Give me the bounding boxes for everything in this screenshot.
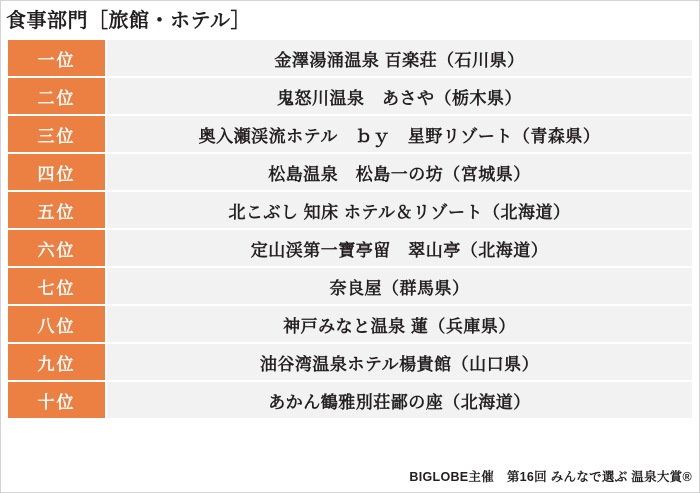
entry-name: 松島温泉 松島一の坊（宮城県） bbox=[106, 153, 693, 191]
rank-label: 三位 bbox=[7, 115, 106, 153]
table-row bbox=[7, 153, 693, 191]
entry-name: 油谷湾温泉ホテル楊貴館（山口県） bbox=[106, 343, 693, 381]
table-row bbox=[7, 77, 693, 115]
footer-credit: BIGLOBE主催 第16回 みんなで選ぶ 温泉大賞® bbox=[409, 470, 692, 484]
table-row bbox=[7, 191, 693, 229]
ranking-table-body bbox=[7, 39, 693, 419]
ranking-table bbox=[6, 38, 694, 420]
entry-name: あかん鶴雅別荘鄙の座（北海道） bbox=[106, 381, 693, 419]
rank-label: 五位 bbox=[7, 191, 106, 229]
entry-name: 北こぶし 知床 ホテル＆リゾート（北海道） bbox=[106, 191, 693, 229]
entry-name: 奈良屋（群馬県） bbox=[106, 267, 693, 305]
table-row bbox=[7, 343, 693, 381]
rank-label: 九位 bbox=[7, 343, 106, 381]
page-title: 食事部門［旅館・ホテル］ bbox=[6, 10, 251, 32]
rank-label: 一位 bbox=[7, 39, 106, 77]
table-row bbox=[7, 267, 693, 305]
rank-label: 七位 bbox=[7, 267, 106, 305]
table-row bbox=[7, 305, 693, 343]
page-header bbox=[0, 0, 700, 37]
table-row bbox=[7, 229, 693, 267]
entry-name: 金澤湯涌温泉 百楽荘（石川県） bbox=[106, 39, 693, 77]
rank-label: 六位 bbox=[7, 229, 106, 267]
entry-name: 神戸みなと温泉 蓮（兵庫県） bbox=[106, 305, 693, 343]
entry-name: 定山渓第一寶亭留 翠山亭（北海道） bbox=[106, 229, 693, 267]
rank-label: 八位 bbox=[7, 305, 106, 343]
table-row bbox=[7, 39, 693, 77]
entry-name: 奥入瀬渓流ホテル ｂｙ 星野リゾート（青森県） bbox=[106, 115, 693, 153]
rank-label: 四位 bbox=[7, 153, 106, 191]
rank-label: 二位 bbox=[7, 77, 106, 115]
table-row bbox=[7, 115, 693, 153]
rank-label: 十位 bbox=[7, 381, 106, 419]
entry-name: 鬼怒川温泉 あさや（栃木県） bbox=[106, 77, 693, 115]
table-row bbox=[7, 381, 693, 419]
